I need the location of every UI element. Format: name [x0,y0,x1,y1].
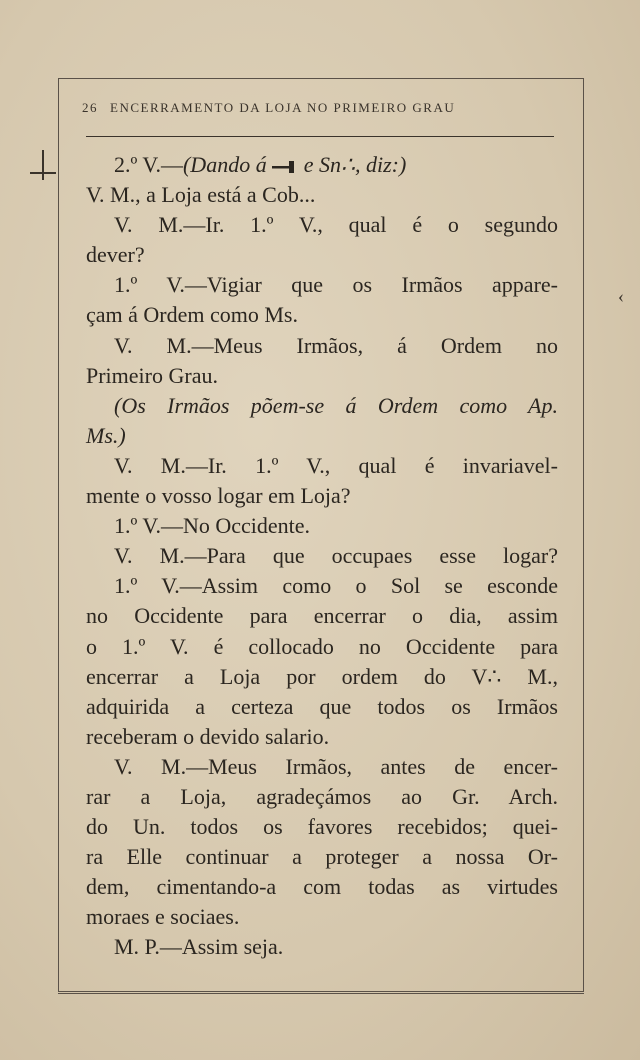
text-line: V. M.—Meus Irmãos, antes de encer- [114,753,558,779]
text-line: dem, cimentando-a com todas as virtudes [86,874,558,900]
running-header [60,100,580,116]
margin-mark-icon: ‹ [618,286,624,306]
text-line: V. M., a Loja está a Cob... [86,182,316,208]
header-rule [86,136,554,137]
page-number: 26 [82,100,98,115]
text-line: encerrar a Loja por ordem do V∴ M., [86,663,558,689]
text-line: o 1.º V. é collocado no Occidente para [86,633,558,659]
text-line: 1.º V.—No Occidente. [114,513,311,539]
plus-mark-icon [28,150,58,180]
text-line: V. M.—Ir. 1.º V., qual é invariavel- [114,452,558,478]
text-line: 2.º V.—(Dando á e Sn∴, diz:) [86,150,558,180]
text-line: dever? [86,242,145,268]
text-line: no Occidente para encerrar o dia, assim [86,603,558,629]
running-title: ENCERRAMENTO DA LOJA NO PRIMEIRO GRAU [110,100,456,115]
bottom-rule [58,993,584,994]
text-line: çam á Ordem como Ms. [86,302,298,328]
text-line: M. P.—Assim seja. [114,934,284,960]
mallet-icon [272,152,298,182]
text-line: (Os Irmãos põem-se á Ordem como Ap. [114,392,558,418]
body-text [86,150,558,963]
text-line: moraes e sociaes. [86,904,240,930]
text-line: rar a Loja, agradeçámos ao Gr. Arch. [86,783,558,809]
text-line: receberam o devido salario. [86,723,330,749]
text-line: Primeiro Grau. [86,362,218,388]
text-line: V. M.—Meus Irmãos, á Ordem no [114,332,558,358]
text-line: do Un. todos os favores recebidos; quei- [86,814,558,840]
text-line: 1.º V.—Vigiar que os Irmãos appare- [114,272,558,298]
text-line: 1.º V.—Assim como o Sol se esconde [114,573,558,599]
text-line: ra Elle continuar a proteger a nossa Or- [86,844,558,870]
text-line: V. M.—Para que occupaes esse logar? [114,543,558,569]
text-line: V. M.—Ir. 1.º V., qual é o segundo [114,212,558,238]
text-line: mente o vosso logar em Loja? [86,483,351,509]
text-line: adquirida a certeza que todos os Irmãos [86,693,558,719]
text-line: Ms.) [86,422,126,448]
